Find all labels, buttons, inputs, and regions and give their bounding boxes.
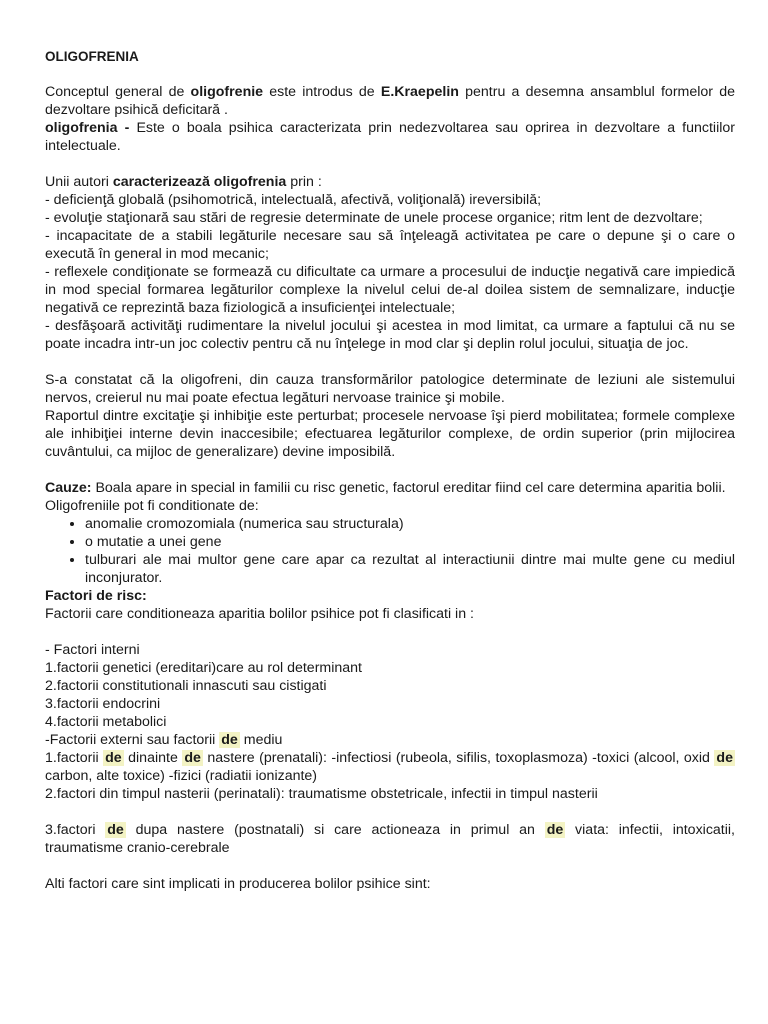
characterize-bold: caracterizează oligofrenia	[112, 174, 287, 190]
definition-term: oligofrenia -	[45, 120, 137, 136]
constat-paragraph: Raportul dintre excitaţie şi inhibiţie este perturbat; procesele nervoase îşi pierd mobilitatea; formele complexe ale inhibiţiei interne devin inaccesibile; efectuarea legăturilor complexe, de ordin superior (prin mijlocirea cuvântului, ca mijloc de generalizare) devine imposibilă.	[45, 408, 735, 460]
constat-paragraph: S-a constatat că la oligofreni, din cauza transformărilor patologice determinate de leziuni ale sistemului nervos, creierul nu mai poate efectua legături nervoase trainice şi mobile.	[45, 372, 735, 406]
document-page	[45, 48, 735, 893]
risc-heading	[45, 587, 735, 605]
list-item: • o mutatie a unei gene	[85, 533, 735, 551]
definition-paragraph	[45, 119, 735, 155]
externi-text: 3.factori	[45, 822, 106, 838]
definition-text: Este o boala psihica caracterizata prin nedezvoltarea sau oprirea in dezvoltare a functiilor intelectuale.	[45, 120, 736, 154]
cauze-paragraph	[45, 479, 735, 497]
externi-item-1	[45, 749, 735, 785]
interni-item: 2.factorii constitutionali innascuti sau cistigati	[45, 678, 327, 694]
interni-label: - Factori interni	[45, 642, 140, 658]
externi-item-3	[45, 821, 735, 857]
externi-text: mediu	[239, 732, 283, 748]
characterize-item: - deficienţă globală (psihomotrică, intelectuală, afectivă, voliţională) ireversibilă;	[45, 192, 542, 208]
highlight: de	[221, 732, 238, 748]
intro-author: E.Kraepelin	[380, 84, 459, 100]
highlight: de	[184, 750, 201, 766]
cauze-lead: Oligofreniile pot fi conditionate de:	[45, 498, 259, 514]
characterize-item: - incapacitate de a stabili legăturile necesare sau să înţeleagă activitatea pe care o depune şi o care o execută în general in mod mecanic;	[45, 228, 735, 262]
characterize-item: - desfăşoară activităţi rudimentare la nivelul jocului şi acestea in mod limitat, ca urmare a faptului că nu se poate incadra intr-un joc colectiv pentru că nu înţelege in mod clar şi deplin rolul jocului, situaţia de joc.	[45, 318, 735, 352]
highlight: de	[105, 750, 122, 766]
externi-label	[45, 731, 735, 749]
risc-lead: Factorii care conditioneaza aparitia bolilor psihice pot fi clasificati in :	[45, 606, 474, 622]
intro-term: oligofrenie	[190, 84, 264, 100]
intro-paragraph	[45, 83, 735, 119]
intro-text: pentru a desemna ansamblul formelor de dezvoltare psihică deficitară .	[45, 84, 735, 118]
highlight: de	[107, 822, 124, 838]
interni-item: 3.factorii endocrini	[45, 696, 161, 712]
characterize-lead	[45, 173, 735, 191]
cauze-list	[45, 515, 735, 587]
highlight: de	[716, 750, 733, 766]
characterize-text: Unii autori	[45, 174, 113, 190]
intro-text: Conceptul general de	[45, 84, 191, 100]
characterize-text: prin :	[286, 174, 322, 190]
list-item: • anomalie cromozomiala (numerica sau structurala)	[85, 515, 735, 533]
externi-item-2: 2.factori din timpul nasterii (perinatali): traumatisme obstetricale, infectii in timpul nasterii	[45, 786, 598, 802]
externi-text: -Factorii externi sau factorii	[45, 732, 220, 748]
interni-item: 1.factorii genetici (ereditari)care au rol determinant	[45, 660, 363, 676]
final-paragraph: Alti factori care sint implicati in producerea bolilor psihice sint:	[45, 876, 431, 892]
externi-text: dinainte	[123, 750, 183, 766]
externi-text: dupa nastere (postnatali) si care actioneaza in primul an	[125, 822, 545, 838]
characterize-item: - evoluţie staţionară sau stări de regresie determinate de unele procese organice; ritm lent de dezvoltare;	[45, 210, 703, 226]
externi-text: nastere (prenatali): -infectiosi (rubeola, sifilis, toxoplasmoza) -toxici (alcool, oxid	[202, 750, 715, 766]
interni-item: 4.factorii metabolici	[45, 714, 167, 730]
externi-text: viata: infectii, intoxicatii, traumatisme cranio-cerebrale	[45, 822, 735, 856]
intro-text: este introdus de	[263, 84, 381, 100]
list-item: • tulburari ale mai multor gene care apar ca rezultat al interactiunii dintre mai multe gene cu mediul inconjurator.	[85, 551, 735, 587]
risc-heading-text: Factori de risc:	[45, 588, 147, 604]
externi-text: carbon, alte toxice) -fizici (radiatii ionizante)	[45, 768, 318, 784]
characterize-item: - reflexele condiţionate se formează cu dificultate ca urmare a procesului de inducţie negativă care impiedică in mod special formarea legăturilor complexe la nivelul celui de-al doilea sistem de semnalizare, inducţie negativă ce reprezintă baza fiziologică a insuficienţei intelectuale;	[45, 264, 735, 316]
cauze-label: Cauze:	[45, 480, 92, 496]
externi-text: 1.factorii	[45, 750, 104, 766]
highlight: de	[546, 822, 564, 838]
page-title: OLIGOFRENIA	[45, 49, 139, 64]
cauze-text: Boala apare in special in familii cu risc genetic, factorul ereditar fiind cel care determina aparitia bolii.	[91, 480, 726, 496]
